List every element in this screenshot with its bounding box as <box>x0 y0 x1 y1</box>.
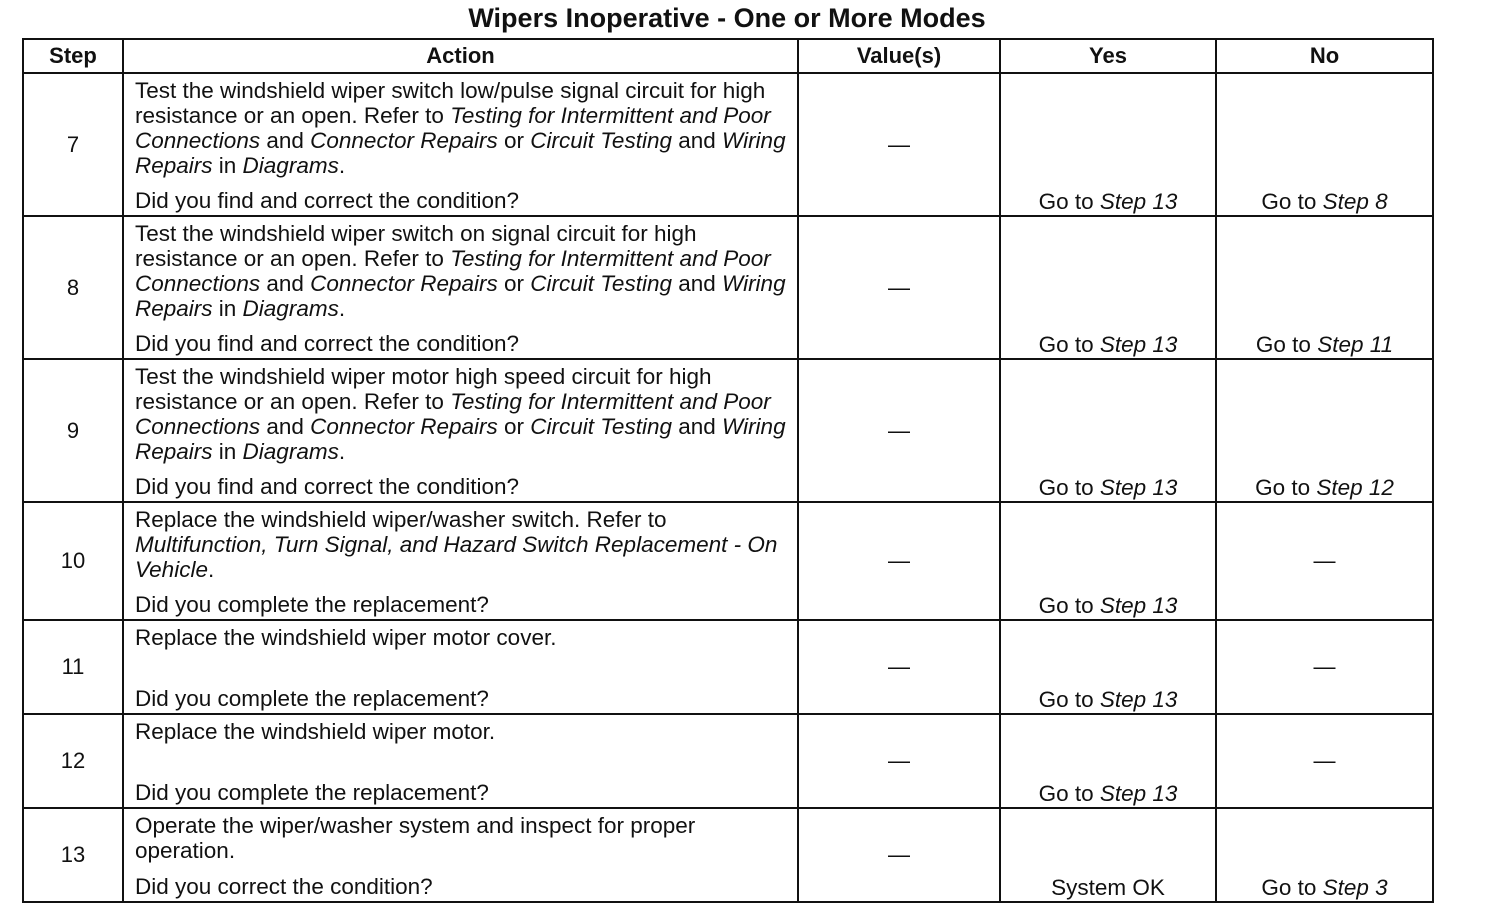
action-cell <box>123 216 798 359</box>
no-outcome <box>1216 73 1433 216</box>
yes-prefix: Go to <box>1038 593 1100 618</box>
yes-step-link: Step 13 <box>1099 475 1178 500</box>
action-cell <box>123 359 798 502</box>
action-text-segment: in <box>212 296 243 321</box>
yes-step-link: Step 13 <box>1099 781 1178 806</box>
action-question: Did you find and correct the condition? <box>135 474 519 499</box>
value-cell: — <box>798 808 1000 902</box>
header-step: Step <box>23 39 123 73</box>
no-outcome: — <box>1216 502 1433 620</box>
action-text-segment: Test the windshield wiper switch low/pulse signal circuit for high resistance or an open. Refer to <box>135 78 766 128</box>
header-no: No <box>1216 39 1433 73</box>
action-reference: Testing for Intermittent and Poor Connections <box>135 103 771 153</box>
no-outcome <box>1216 216 1433 359</box>
action-reference: Testing for Intermittent and Poor Connections <box>135 389 771 439</box>
action-question: Did you complete the replacement? <box>135 686 489 711</box>
action-text-segment: . <box>338 153 346 178</box>
step-number: 13 <box>23 808 123 902</box>
action-text-segment: and <box>260 414 311 439</box>
value-cell: — <box>798 73 1000 216</box>
action-reference: Diagrams <box>242 296 339 321</box>
value-cell: — <box>798 359 1000 502</box>
action-description <box>135 364 791 464</box>
action-question: Did you complete the replacement? <box>135 592 489 617</box>
action-reference: Connector Repairs <box>310 414 498 439</box>
action-question: Did you find and correct the condition? <box>135 188 519 213</box>
table-row <box>23 620 1433 714</box>
yes-prefix: Go to <box>1038 475 1100 500</box>
table-row <box>23 216 1433 359</box>
action-text-segment: and <box>260 128 311 153</box>
action-description <box>135 719 791 744</box>
yes-step-link: Step 13 <box>1099 687 1178 712</box>
yes-outcome <box>1000 73 1216 216</box>
yes-prefix: System OK <box>1051 875 1165 900</box>
yes-step-link: Step 13 <box>1099 332 1178 357</box>
action-text-segment: . <box>338 439 346 464</box>
step-number: 11 <box>23 620 123 714</box>
value-cell: — <box>798 502 1000 620</box>
action-text-segment: and <box>671 414 723 439</box>
page-title: Wipers Inoperative - One or More Modes <box>468 3 986 33</box>
yes-step-link: Step 13 <box>1099 593 1178 618</box>
no-outcome: — <box>1216 714 1433 808</box>
action-description <box>135 625 791 650</box>
action-text-segment: in <box>212 153 243 178</box>
action-question: Did you complete the replacement? <box>135 780 489 805</box>
value-cell: — <box>798 216 1000 359</box>
action-content <box>124 217 797 358</box>
action-question: Did you find and correct the condition? <box>135 331 519 356</box>
action-text-segment: Test the windshield wiper switch on signal circuit for high resistance or an open. Refer to <box>135 221 697 271</box>
yes-prefix: Go to <box>1038 332 1100 357</box>
action-reference: Multifunction, Turn Signal, and Hazard Switch Replacement - On Vehicle <box>135 532 778 582</box>
no-outcome <box>1216 359 1433 502</box>
action-reference: Wiring Repairs <box>135 128 786 178</box>
action-reference: Diagrams <box>242 153 339 178</box>
yes-outcome <box>1000 359 1216 502</box>
action-reference: Wiring Repairs <box>135 414 786 464</box>
no-step-link: Step 8 <box>1322 189 1388 214</box>
action-reference: Circuit Testing <box>530 271 672 296</box>
no-prefix: Go to <box>1261 875 1323 900</box>
action-text-segment: and <box>671 271 723 296</box>
yes-outcome <box>1000 502 1216 620</box>
action-cell <box>123 714 798 808</box>
action-content <box>124 809 797 901</box>
header-action: Action <box>123 39 798 73</box>
action-reference: Circuit Testing <box>530 128 672 153</box>
step-number: 8 <box>23 216 123 359</box>
action-cell <box>123 73 798 216</box>
action-text-segment: . <box>338 296 346 321</box>
value-cell: — <box>798 714 1000 808</box>
table-row <box>23 808 1433 902</box>
action-reference: Connector Repairs <box>310 271 498 296</box>
step-number: 7 <box>23 73 123 216</box>
table-body <box>23 73 1433 902</box>
action-text-segment: Test the windshield wiper motor high speed circuit for high resistance or an open. Refer to <box>135 364 712 414</box>
action-content <box>124 715 797 807</box>
diagnostic-table <box>22 38 1434 903</box>
action-reference: Circuit Testing <box>530 414 672 439</box>
yes-prefix: Go to <box>1038 189 1100 214</box>
yes-outcome <box>1000 714 1216 808</box>
action-reference: Wiring Repairs <box>135 271 786 321</box>
action-description <box>135 78 791 178</box>
action-text-segment: Replace the windshield wiper motor. <box>135 719 496 744</box>
step-number: 10 <box>23 502 123 620</box>
action-description <box>135 221 791 321</box>
action-content <box>124 360 797 501</box>
action-question: Did you correct the condition? <box>135 874 433 899</box>
step-number: 12 <box>23 714 123 808</box>
table-row <box>23 502 1433 620</box>
action-cell <box>123 620 798 714</box>
action-text-segment: or <box>497 414 531 439</box>
no-outcome: — <box>1216 620 1433 714</box>
yes-prefix: Go to <box>1038 781 1100 806</box>
yes-outcome <box>1000 808 1216 902</box>
header-row <box>23 39 1433 73</box>
action-text-segment: or <box>497 128 531 153</box>
yes-outcome <box>1000 216 1216 359</box>
yes-step-link: Step 13 <box>1099 189 1178 214</box>
action-text-segment: Replace the windshield wiper motor cover. <box>135 625 557 650</box>
action-description <box>135 813 791 863</box>
value-cell: — <box>798 620 1000 714</box>
action-content <box>124 74 797 215</box>
no-prefix: Go to <box>1255 332 1318 357</box>
yes-prefix: Go to <box>1038 687 1100 712</box>
action-reference: Connector Repairs <box>310 128 498 153</box>
yes-outcome <box>1000 620 1216 714</box>
action-text-segment: Operate the wiper/washer system and inspect for proper operation. <box>135 813 696 863</box>
table-row <box>23 359 1433 502</box>
no-step-link: Step 12 <box>1316 475 1394 500</box>
header-yes: Yes <box>1000 39 1216 73</box>
no-step-link: Step 3 <box>1322 875 1388 900</box>
action-reference: Diagrams <box>242 439 339 464</box>
action-text-segment: and <box>671 128 723 153</box>
action-text-segment: and <box>260 271 311 296</box>
action-cell <box>123 808 798 902</box>
step-number: 9 <box>23 359 123 502</box>
action-text-segment: in <box>212 439 243 464</box>
action-cell <box>123 502 798 620</box>
table-row <box>23 73 1433 216</box>
action-text-segment: or <box>497 271 531 296</box>
action-content <box>124 621 797 713</box>
action-text-segment: Replace the windshield wiper/washer switch. Refer to <box>135 507 667 532</box>
table-row <box>23 714 1433 808</box>
no-prefix: Go to <box>1261 189 1323 214</box>
no-step-link: Step 11 <box>1317 332 1394 357</box>
action-reference: Testing for Intermittent and Poor Connections <box>135 246 771 296</box>
header-values: Value(s) <box>798 39 1000 73</box>
action-description <box>135 507 791 582</box>
action-text-segment: . <box>207 557 215 582</box>
no-outcome <box>1216 808 1433 902</box>
action-content <box>124 503 797 619</box>
no-prefix: Go to <box>1255 475 1317 500</box>
